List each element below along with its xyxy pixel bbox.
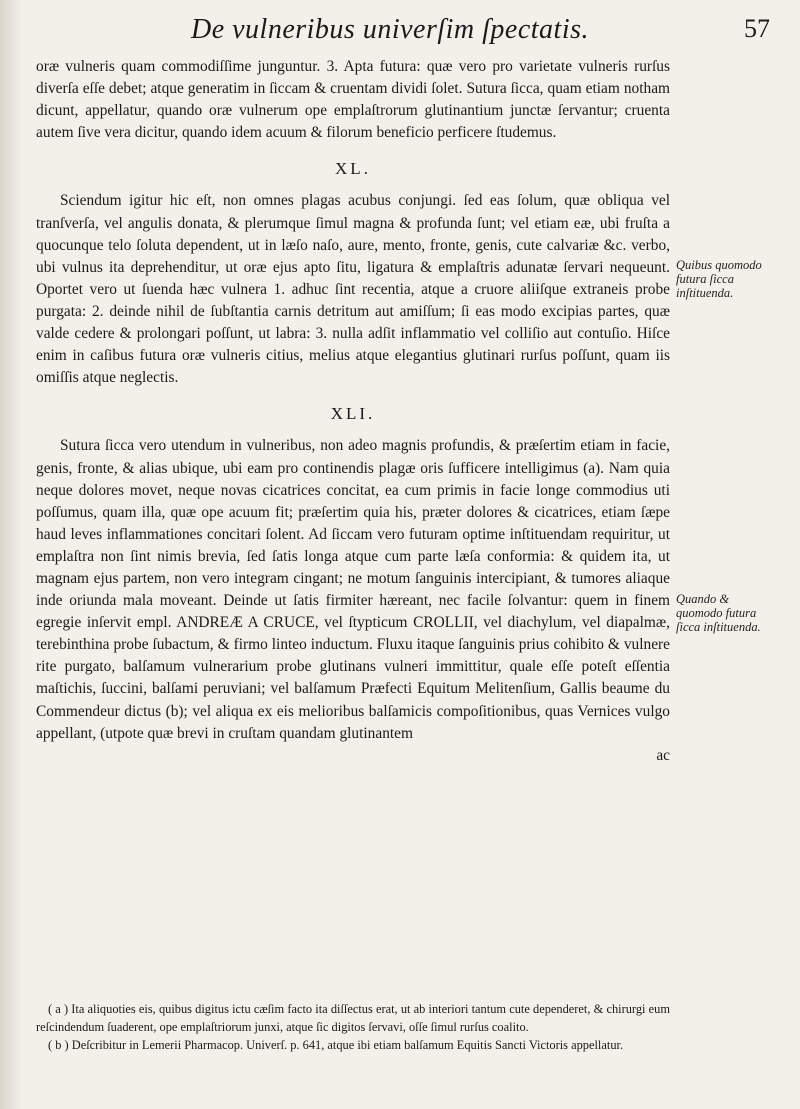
paragraph-section-xli: Sutura ſicca vero utendum in vulneribus, non adeo magnis profundis, & præſertim etiam in facie, genis, fronte, & alias ubique, ubi eam pro continendis plagæ oris ſufficere intelligimus (a). Nam quia neque dolores movet, neque novas cicatrices concitat, ea cum primis in facie longe commodius uti poſſumus, quam illa, quæ ope acuum fit; præſertim quia his, præter dolores & cicatrices, etiam ſæpe haud leves inflammationes concitari ſolent. Ad ſiccam vero futuram optime inſtituendam requiritur, ut emplaſtra non ſint nimis brevia, ſed ſatis longa atque cum parte læſa conformia: & quidem ita, ut magnam ejus partem, non vero integram cingant; ne motum ſanguinis intercipiant, & tumores aliaque inde oriunda mala moveant. Deinde ut ſatis firmiter hæreant, nec facile ſolvantur: quem in finem egregie inſervit empl. ANDREÆ A CRUCE, vel ſtypticum CROLLII, vel diachylum, vel diapalmæ, terebinthina probe ſubactum, & firmo linteo inductum. Fluxu itaque ſanguinis prius cohibito & vulnere rite purgato, balſamum vulnerarium probe glutinans vulneri immittitur, quale eſſe poteſt eſſentia maſtichis, ſuccini, balſami peruviani; vel balſamum Præfecti Equitum Melitenſium, Gallis beaume du Commendeur dictus (b); vel aliqua ex eis melioribus balſamicis compoſitionibus, quas Vernices vulgo appellant, (utpote quæ brevi in cruſtam quandam glutinantem [36, 437, 670, 742]
paragraph-section-xl: Sciendum igitur hic eſt, non omnes plagas acubus conjungi. ſed eas ſolum, quæ obliqua vel tranſverſa, vel angulis donata, & plerumque ſimul magna & profunda ſunt; vel etiam eæ, ubi fruſta a quocunque telo ſoluta dependent, ut in læſo naſo, aure, mento, fronte, genis, cute calvariæ &c. verbo, ubi vulnus ita deprehenditur, ut oræ ejus apto ſitu, ligatura & emplaſtris adunatæ ſervari nequeunt. Oportet vero ut ſuenda hæc vulnera 1. adhuc ſint recentia, atque a cruore aliiſque extraneis probe purgata: 2. deinde nihil de ſubſtantia carnis detritum aut amiſſum; ſi eas modo excipias partes, quæ valde cedere & prolongari poſſunt, ut labra: 3. nulla adſit inflammatio vel colliſio aut contuſio. Hiſce enim in caſibus futura oræ vulneris citius, melius atque elegantius glutinari rurſus poſſunt, quam iis omiſſis atque neglectis. [36, 192, 670, 387]
page-binding-shadow [0, 0, 22, 1109]
paragraph-continuation: oræ vulneris quam commodiſſime junguntur. 3. Apta futura: quæ vero pro varietate vulneris rurſus diverſa eſſe debet; atque generatim in ſiccam & cruentam dividi ſolet. Sutura ſicca, quam etiam notham dicunt, appellatur, quando oræ vulnerum ope emplaſtrorum glutinantium junctæ ſervantur; cruenta autem ſive vera dicitur, quando idem acuum & filorum beneficio perficere ſtudemus. [36, 58, 670, 142]
footnote-b: ( b ) Deſcribitur in Lemerii Pharmacop. Univerſ. p. 641, atque ibi etiam balſamum Equitis Sancti Victoris appellatur. [48, 1038, 624, 1052]
main-text [36, 56, 670, 767]
page-header [90, 14, 770, 50]
section-heading-xli: XLI. [330, 404, 376, 424]
section-heading-xl: XL. [335, 159, 371, 179]
sidenote-quibus: Quibus quomodo futura ſicca inſtituenda. [676, 258, 762, 300]
sidenote-quando: Quando & quomodo futura ſicca inſtituenda. [676, 592, 761, 634]
footnotes [36, 1000, 670, 1054]
running-title: De vulneribus univerſim ſpectatis. [190, 14, 590, 45]
catchword: ac [656, 746, 670, 764]
page-number: 57 [744, 14, 770, 43]
footnote-a: ( a ) Ita aliquoties eis, quibus digitus ictu cæſim facto ita diſſectus erat, ut ab interiori tantum cute dependeret, & chirurgi eum reſcindendum ſuaderent, ope emplaſtriorum junxi, atque ſic digitos ſervavi, oſſe ſimul rurſus coalito. [36, 1002, 670, 1034]
